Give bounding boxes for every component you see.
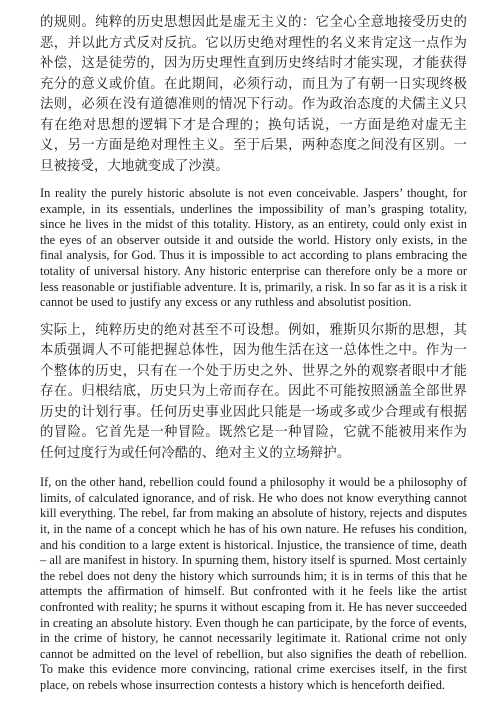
paragraph-english-2: If, on the other hand, rebellion could found a philosophy it would be a philosophy of limits, of calculated ignorance, and of risk. He who does not know everything cannot kill everything. The rebel, far from making an absolute of history, rejects and disputes it, in the name of a concept which he has of his own nature. He refuses his condition, and his condition to a large extent is historical. Injustice, the transience of time, death – all are manifest in history. In spurning them, history itself is spurned. Most certainly the rebel does not deny the history which surrounds him; it is in terms of this that he attempts the affirmation of himself. But confronted with it he feels like the artist confronted with reality; he spurns it without escaping from it. He has never succeeded in creating an absolute history. Even though he can participate, by the force of events, in the crime of history, he cannot necessarily legitimate it. Rational crime not only cannot be admitted on the level of rebellion, but also signifies the death of rebellion. To make this evidence more convincing, rational crime exercises itself, in the first place, on rebels whose insurrection contests a history which is henceforth deified. xyxy=(40,475,467,692)
document-page xyxy=(40,13,467,694)
paragraph-chinese-1: 的规则。纯粹的历史思想因此是虚无主义的：它全心全意地接受历史的恶，并以此方式反对反抗。它以历史绝对理性的名义来肯定这一点作为补偿，这是徒劳的，因为历史理性直到历史终结时才能实现，才能获得充分的意义或价值。在此期间，必须行动，而且为了有朝一日实现终极法则，必须在没有道德准则的情况下行动。作为政治态度的犬儒主义只有在绝对思想的逻辑下才是合理的；换句话说，一方面是绝对虚无主义，另一方面是绝对理性主义。至于后果，两种态度之间没有区别。一旦被接受，大地就变成了沙漠。 xyxy=(40,15,467,174)
paragraph-english-1: In reality the purely historic absolute is not even conceivable. Jaspers’ thought, for example, in its essentials, underlines the impossibility of man’s grasping totality, since he lives in the midst of this totality. History, as an entirety, could only exist in the eyes of an observer outside it and outside the world. History only exists, in the final analysis, for God. Thus it is impossible to act according to plans embracing the totality of universal history. Any historic enterprise can therefore only be a more or less reasonable or justifiable adventure. It is, primarily, a risk. In so far as it is a risk it cannot be used to justify any excess or any ruthless and absolutist position. xyxy=(40,186,467,310)
paragraph-chinese-2: 实际上，纯粹历史的绝对甚至不可设想。例如，雅斯贝尔斯的思想，其本质强调人不可能把握总体性，因为他生活在这一总体性之中。作为一个整体的历史，只有在一个处于历史之外、世界之外的观察者眼中才能存在。归根结底，历史只为上帝而存在。因此不可能按照涵盖全部世界历史的计划行事。任何历史事业因此只能是一场或多或少合理或有根据的冒险。它首先是一种冒险。既然它是一种冒险，它就不能被用来作为任何过度行为或任何冷酷的、绝对主义的立场辩护。 xyxy=(40,322,467,461)
